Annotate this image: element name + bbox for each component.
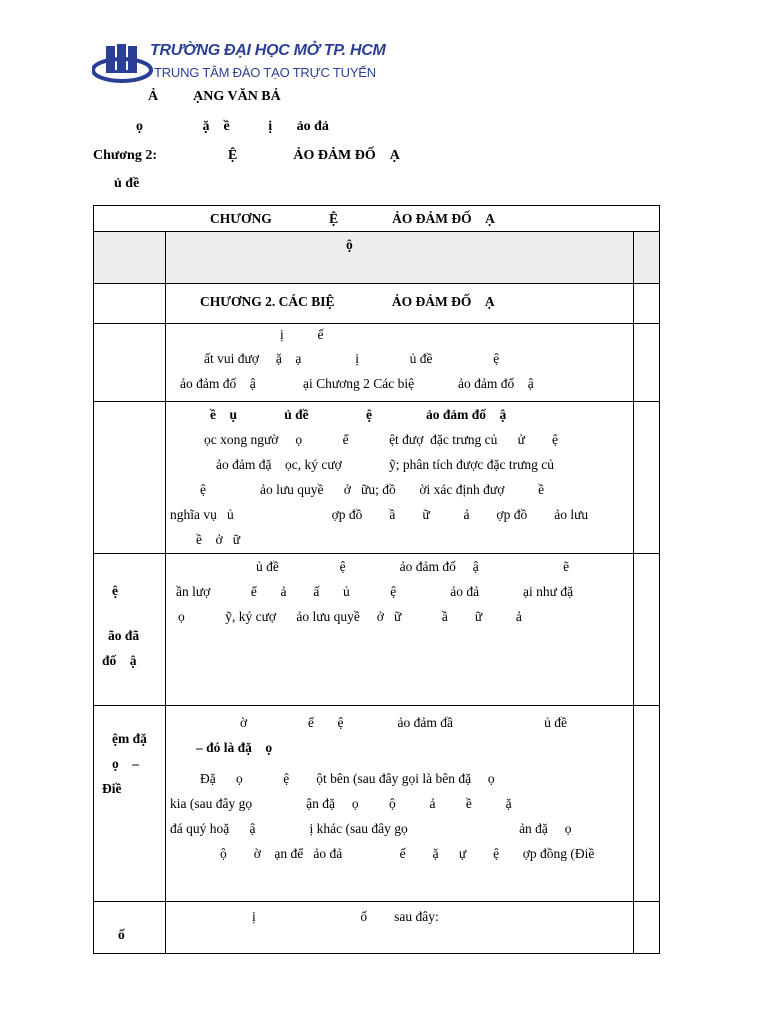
gray-row-text: ộ: [346, 237, 353, 252]
table-row-intro: [94, 324, 660, 402]
table-row-last: [94, 902, 660, 954]
pledge-line: kia (sau đây gọ ận đặ ọ ộ ả ề ặ: [170, 796, 512, 811]
intro-line: ị ế: [280, 327, 324, 342]
intro-line: ảo đảm đố ậ ại Chương 2 Các biệ ảo đảm đố ậ: [180, 376, 534, 391]
measures-line: ọ ỹ, ký cượ ảo lưu quyề ở ữ ầ ữ ả: [178, 609, 522, 624]
objectives-line: ề ở ữ: [196, 532, 241, 547]
pledge-line: đá quý hoặ ậ ị khác (sau đây gọ ản đặ ọ: [170, 821, 572, 836]
table-row-measures: [94, 554, 660, 706]
measures-line: ủ đề ệ ảo đảm đố ậ ẽ: [256, 559, 570, 574]
objectives-line: nghĩa vụ ủ ợp đồ ầ ữ ả ợp đồ ảo lưu: [170, 507, 589, 522]
pledge-line: ộ ờ ạn để ảo đả ế ặ ự ệ ợp đồng (Điề: [220, 846, 595, 861]
university-logo: [92, 40, 386, 90]
logo-university-name: TRƯỜNG ĐẠI HỌC MỞ TP. HCM: [150, 42, 386, 59]
chapter-header-text: CHƯƠNG Ệ ẢO ĐẢM ĐỐ Ạ: [210, 211, 495, 226]
table-row-pledge: [94, 706, 660, 902]
table-row-chapter: [94, 284, 660, 324]
measures-label-line: ão đã: [108, 628, 140, 643]
measures-label-line: ệ: [112, 583, 118, 598]
measures-label-line: đố ậ: [102, 653, 137, 668]
objectives-line: ảo đảm đặ ọc, ký cượ ỹ; phân tích được đặc trưng củ: [216, 457, 555, 472]
book-emblem-icon: [92, 40, 154, 90]
last-row-label: ố: [118, 927, 125, 942]
objectives-line: ề ụ ủ đề ệ ảo đảm đố ậ: [210, 407, 507, 422]
document-title: Ả ẠNG VĂN BẢ: [148, 89, 281, 104]
document-subtitle: ọ ặ ề ị ảo đả: [136, 119, 329, 134]
pledge-line: Đặ ọ ệ ột bên (sau đây gọi là bên đặ ọ: [200, 771, 495, 786]
objectives-line: ệ ảo lưu quyề ở ữu; đồ ời xác định đượ ề: [200, 482, 545, 497]
content-table: [93, 205, 660, 954]
topic-label: ủ đề: [114, 176, 140, 191]
pledge-line: – đó là đặ ọ: [196, 740, 273, 755]
logo-center-name: TRUNG TÂM ĐÀO TẠO TRỰC TUYẾN: [154, 65, 376, 80]
last-row-text: ị ố sau đây:: [252, 909, 439, 924]
chapter-label: Chương 2:: [93, 148, 157, 163]
table-row-objectives: [94, 402, 660, 554]
measures-line: ần lượ ể ả ấ ủ ệ ảo đả ại như đặ: [176, 584, 574, 599]
pledge-label-line: Điề: [102, 781, 122, 796]
objectives-line: ọc xong ngườ ọ ể ệt đượ đặc trưng củ ử ệ: [204, 432, 558, 447]
chapter-heading: CHƯƠNG 2. CÁC BIỆ ẢO ĐẢM ĐỐ Ạ: [200, 294, 495, 309]
pledge-label-line: ọ –: [112, 756, 139, 771]
pledge-label-line: ệm đặ: [112, 731, 147, 746]
intro-line: ất vui đượ ặ ạ ị ủ đề ệ: [204, 351, 500, 366]
table-row-gray: [94, 232, 660, 284]
table-row-header: [94, 206, 660, 232]
chapter-title: Ệ ẢO ĐẢM ĐỐ Ạ: [228, 148, 400, 163]
pledge-line: ờ ể ệ ảo đảm đầ ủ đề: [240, 715, 567, 730]
